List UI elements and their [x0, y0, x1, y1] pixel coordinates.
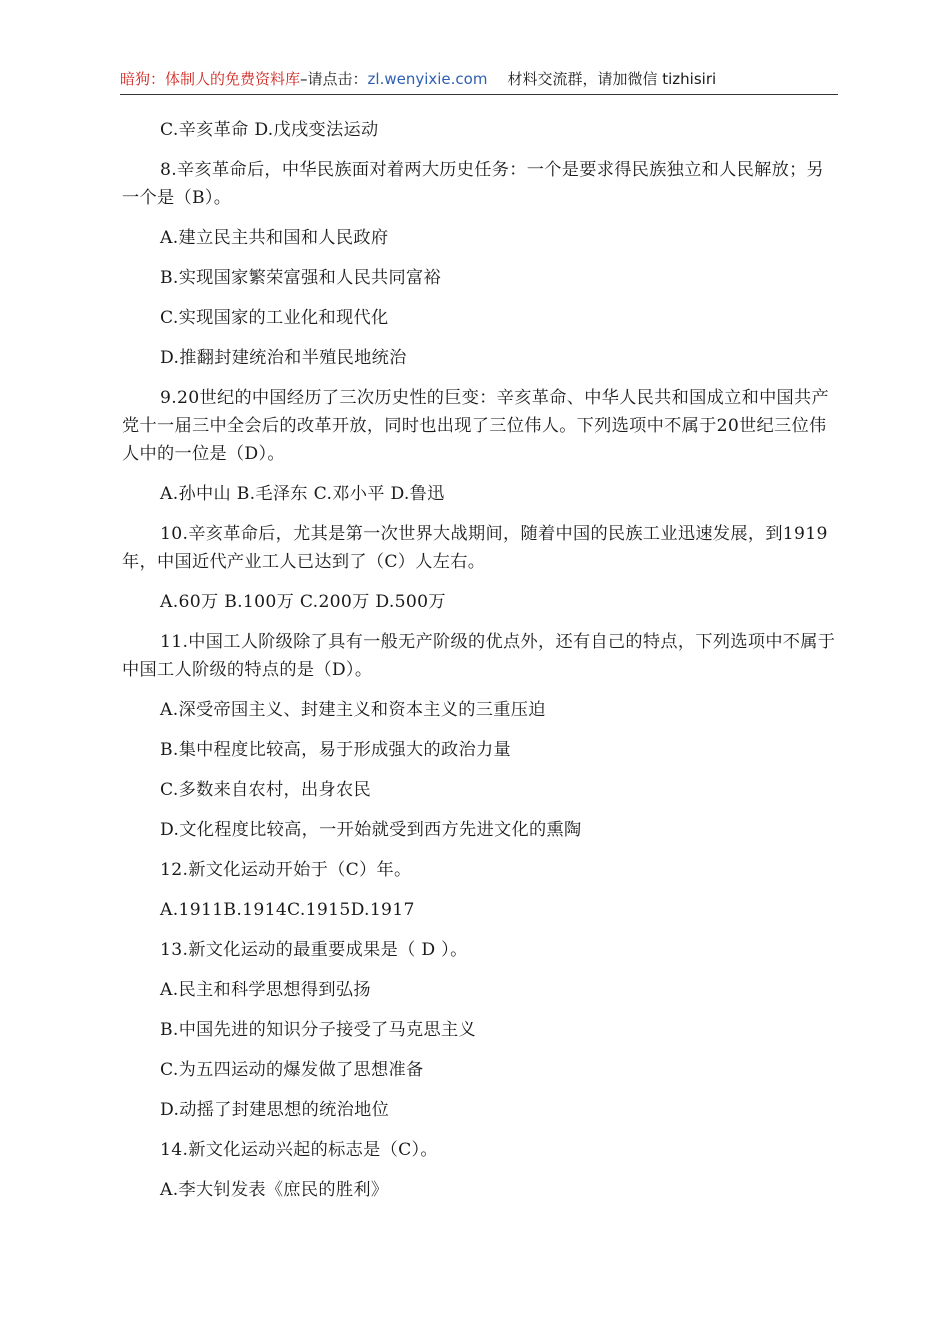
answer-option: D.推翻封建统治和半殖民地统治 — [160, 348, 407, 368]
header-prompt: –请点击： — [300, 70, 368, 88]
header-contact: 材料交流群，请加微信 tizhisiri — [507, 70, 717, 88]
page-header — [120, 68, 838, 95]
question-text: 12.新文化运动开始于（C）年。 — [160, 860, 412, 880]
answer-option: A.李大钊发表《庶民的胜利》 — [160, 1180, 389, 1200]
answer-option: B.实现国家繁荣富强和人民共同富裕 — [160, 268, 442, 288]
answer-option: C.实现国家的工业化和现代化 — [160, 308, 389, 328]
answer-option: A.民主和科学思想得到弘扬 — [160, 980, 371, 1000]
answer-option: B.集中程度比较高，易于形成强大的政治力量 — [160, 740, 511, 760]
answer-option: A.深受帝国主义、封建主义和资本主义的三重压迫 — [160, 700, 546, 720]
question-text: 14.新文化运动兴起的标志是（C）。 — [160, 1140, 438, 1160]
answer-option: A.1911B.1914C.1915D.1917 — [160, 900, 415, 920]
question-text: 9.20世纪的中国经历了三次历史性的巨变：辛亥革命、中华人民共和国成立和中国共产党十一届三中全会后的改革开放，同时也出现了三位伟人。下列选项中不属于20世纪三位伟人中的一位是（D）。 — [122, 388, 830, 464]
question-text: 11.中国工人阶级除了具有一般无产阶级的优点外，还有自己的特点，下列选项中不属于中国工人阶级的特点的是（D）。 — [122, 632, 836, 680]
header-brand: 暗狗：体制人的免费资料库 — [120, 70, 301, 88]
answer-option: D.文化程度比较高，一开始就受到西方先进文化的熏陶 — [160, 820, 582, 840]
header-url-link[interactable]: zl.wenyixie.com — [367, 70, 488, 88]
answer-option: B.中国先进的知识分子接受了马克思主义 — [160, 1020, 476, 1040]
answer-option: C.辛亥革命 D.戊戌变法运动 — [160, 120, 379, 140]
answer-option: C.为五四运动的爆发做了思想准备 — [160, 1060, 424, 1080]
document-body — [122, 116, 838, 1216]
answer-option: C.多数来自农村，出身农民 — [160, 780, 371, 800]
question-text: 13.新文化运动的最重要成果是（ D ）。 — [160, 940, 468, 960]
question-text: 10.辛亥革命后，尤其是第一次世界大战期间，随着中国的民族工业迅速发展，到1919年，中国近代产业工人已达到了（C）人左右。 — [122, 524, 828, 572]
answer-option: D.动摇了封建思想的统治地位 — [160, 1100, 390, 1120]
answer-option: A.建立民主共和国和人民政府 — [160, 228, 389, 248]
answer-option: A.60万 B.100万 C.200万 D.500万 — [160, 592, 446, 612]
answer-option: A.孙中山 B.毛泽东 C.邓小平 D.鲁迅 — [160, 484, 445, 504]
question-text: 8.辛亥革命后，中华民族面对着两大历史任务：一个是要求得民族独立和人民解放；另一个是（B）。 — [122, 160, 825, 208]
